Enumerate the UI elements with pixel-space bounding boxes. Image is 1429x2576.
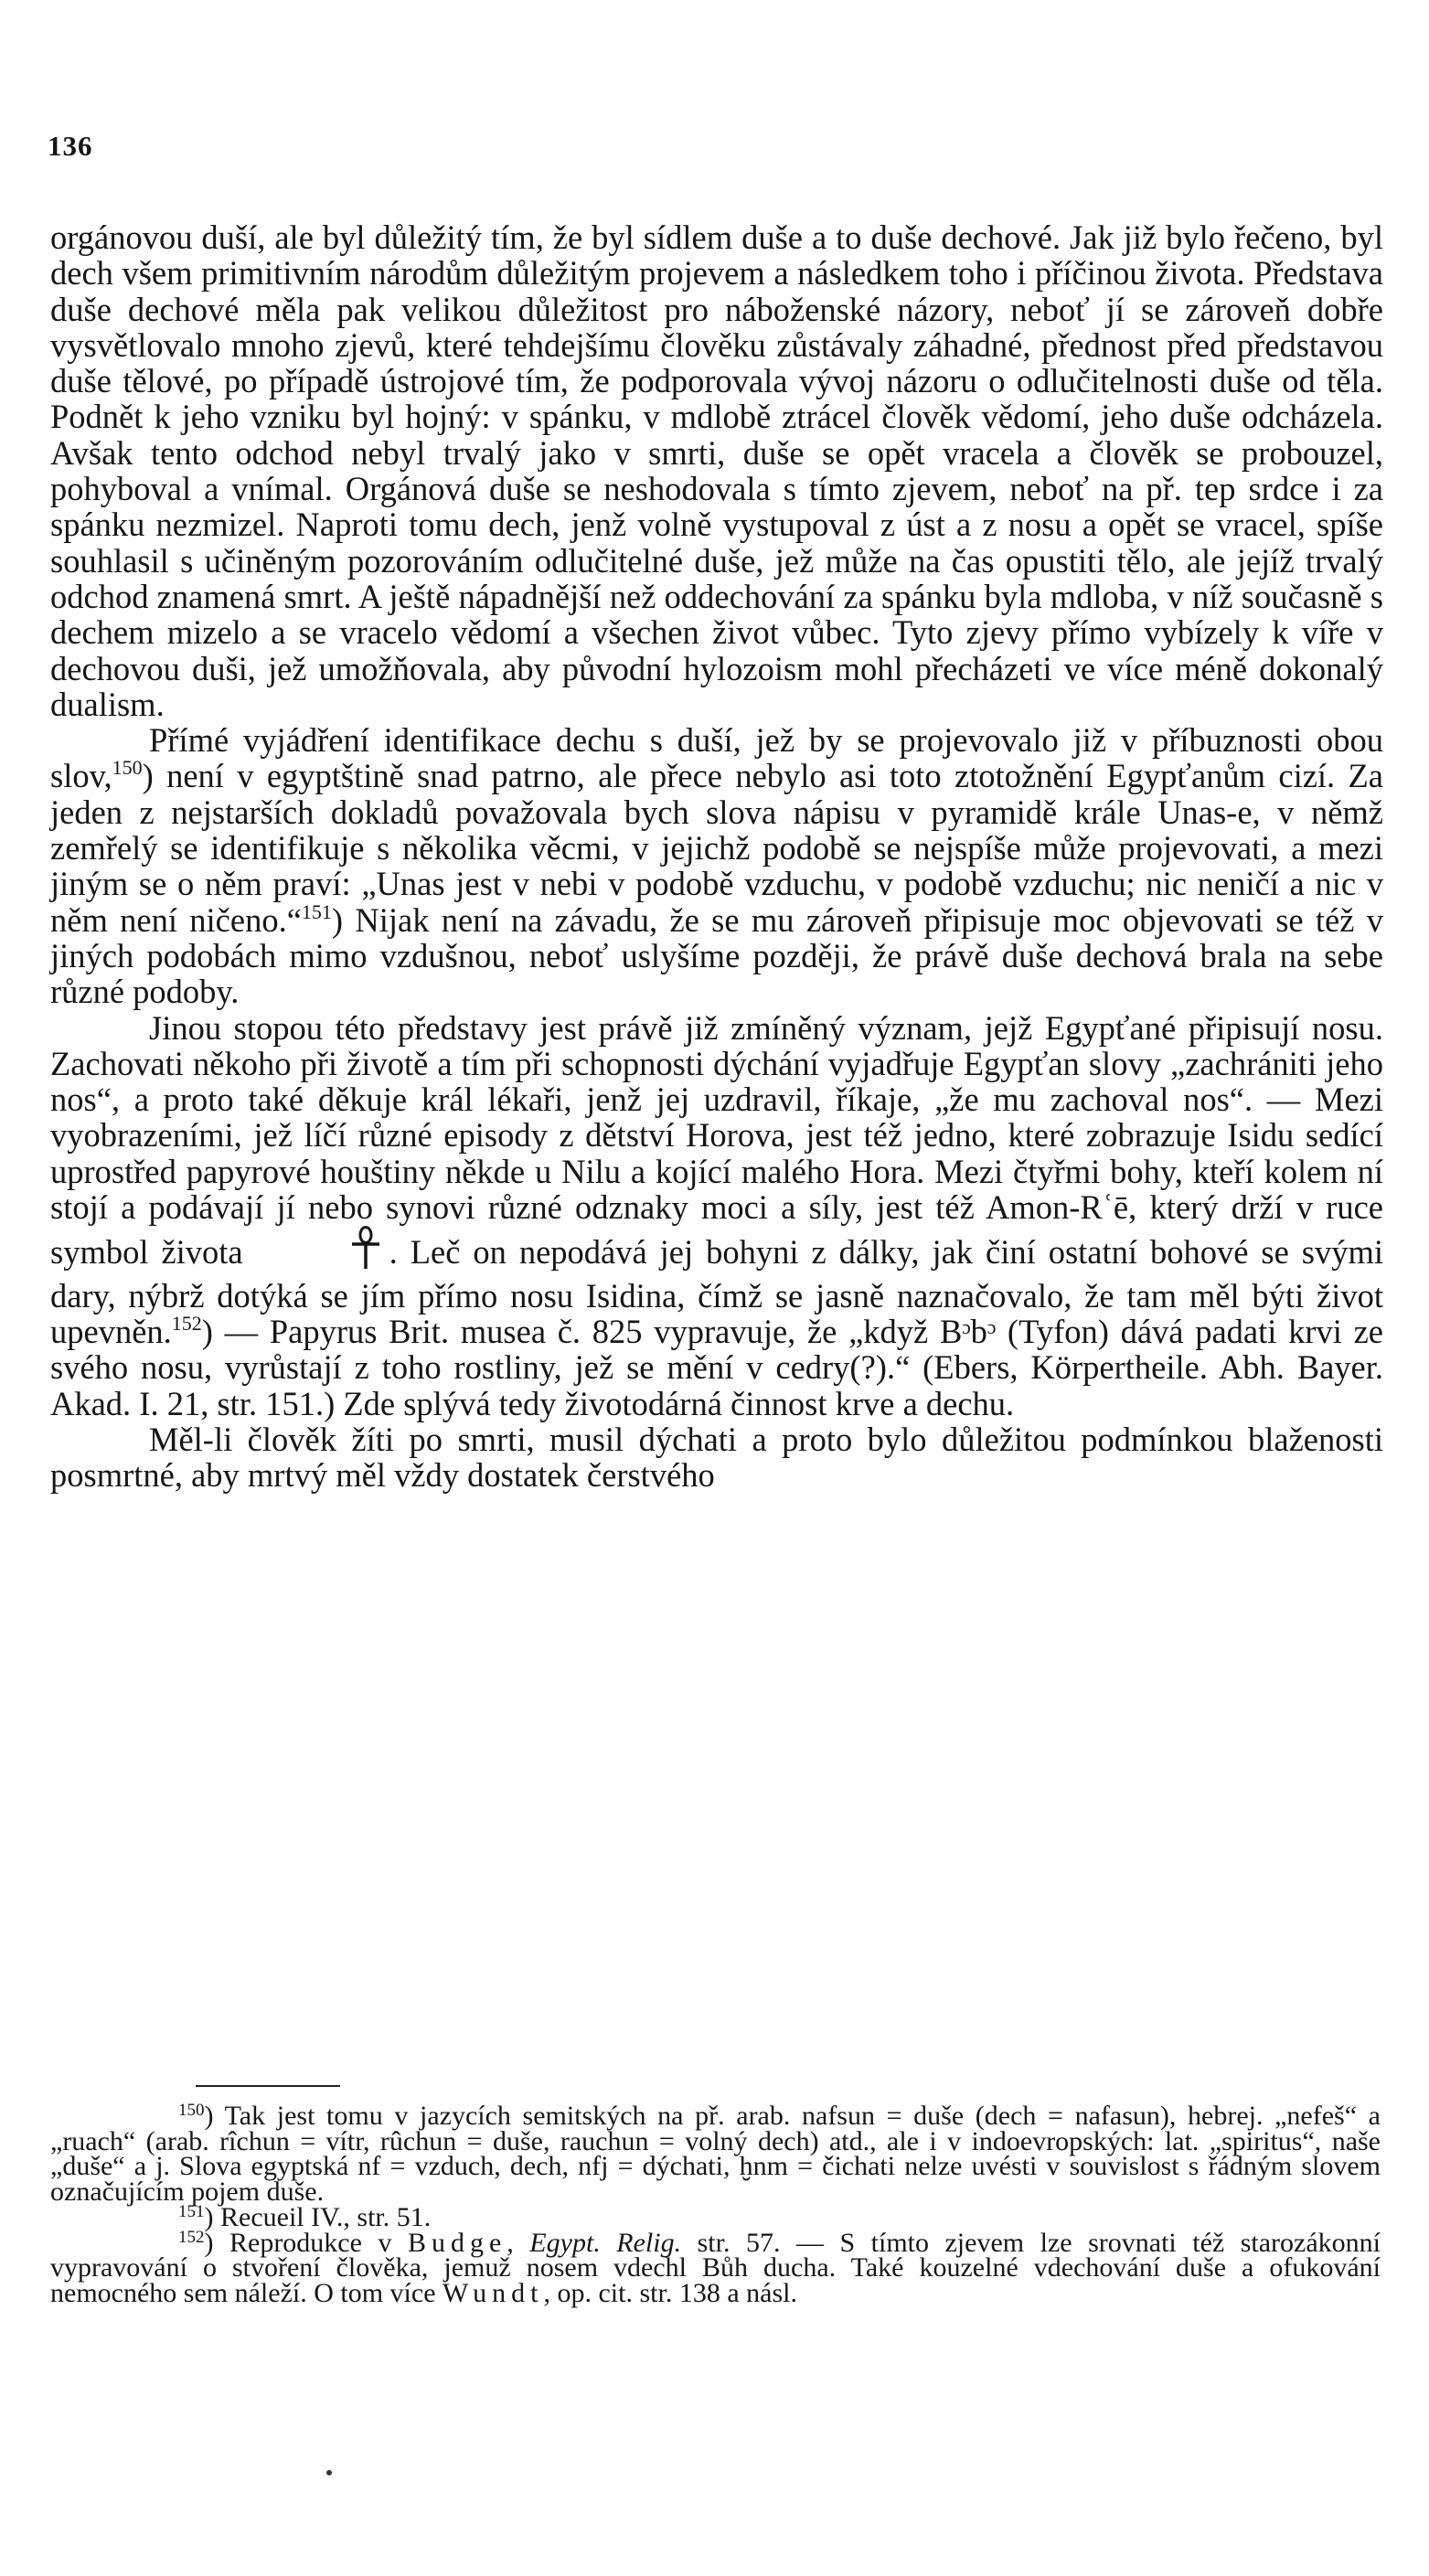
footnote-text: ) Tak jest tomu v jazycích semitských na př. arab. nafsun = duše (dech = nafasun), hebrej. „nefeš“ a „ruach“ (arab. rîchun = vítr, rûchun = duše, rauchun = volný dech) atd., ale i v indoevropských: lat. „spiritus“, naše „duše“ a j. Slova egyptská nf = vzduch, dech, nfj = dýchati, ḫnm = čichati nelze uvésti v souvislost s řádným slovem označujícím pojem duše. xyxy=(50,2101,1381,2208)
footnote-ref-152[interactable]: 152 xyxy=(171,1311,202,1335)
footnote-text: ) Recueil IV., str. 51. xyxy=(204,2201,432,2232)
text-run: ) není v egyptštině snad patrno, ale přece nebylo asi toto ztotožnění Egypťanům cizí. Za jeden z nejstarších dokladů považovala bych slova nápisu v pyramidě krále Unas-e, v němž zemřelý se identifikuje s několika věcmi, v jejichž podobě se nejspíše může projevovati, a mezi jiným se o něm praví: „Unas jest v nebi v podobě vzduchu, v podobě vzduchu; nic neničí a nic v něm není ničeno.“ xyxy=(50,757,1383,939)
footnote-divider xyxy=(196,2085,340,2087)
footnote-text: str. 57. — S tímto zjevem lze srovnati též starozákonní vypravování o stvoření člověka, jemuž nosem vdechl Bůh ducha. Také kouzelné vdechování duše a ofukování nemocného sem náleží. O tom více xyxy=(50,2227,1381,2308)
footnote-number: 152 xyxy=(178,2227,205,2247)
text-run: ) — Papyrus Brit. musea č. 825 vypravuje, že „když Bᵓbᵓ (Tyfon) dává padati krvi ze svého nosu, vyrůstají z toho rostliny, jež se mění v cedry(?).“ (Ebers, Körpertheile. Abh. Bayer. Akad. I. 21, str. 151.) Zde splývá tedy životodárná činnost krve a dechu. xyxy=(50,1312,1383,1422)
footnote-text: ) Reprodukce v xyxy=(204,2227,408,2258)
footnote-number: 151 xyxy=(178,2201,205,2221)
footnote-151 xyxy=(50,2201,1381,2232)
paragraph-identifikace xyxy=(50,722,1383,1009)
author-name: Budge xyxy=(407,2227,507,2258)
text-run: Jinou stopou této představy jest právě již zmíněný význam, jejž Egypťané připisují nosu. Zachovati někoho při životě a tím při schopnosti dýchání vyjadřuje Egypťan slovy „zachrániti jeho nos“, a proto také děkuje král lékaři, jenž jej uzdravil, říkaje, „že mu zachoval nos“. — Mezi vyobrazeními, jež líčí různé episody z dětství Horova, jest též jedno, které zobrazuje Isidu sedící uprostřed papyrové houštiny někde u Nilu a kojící malého Hora. Mezi čtyřmi bohy, kteří kolem ní stojí a podávají jí nebo synovi různé odznaky moci a síly, jest též Amon-Rʿē, který drží v ruce symbol života xyxy=(50,1008,1383,1272)
book-title: Egypt. Relig. xyxy=(529,2227,682,2258)
footnote-text: , xyxy=(507,2227,530,2258)
paragraph-dech-duse: orgánovou duší, ale byl důležitý tím, že byl sídlem duše a to duše dechové. Jak již bylo řečeno, byl dech všem primitivním národům důležitým projevem a následkem toho i příčinou života. Představa duše dechové měla pak velikou důležitost pro náboženské názory, neboť jí se zároveň dobře vysvětlovalo mnoho zjevů, které tehdejšímu člověku zůstávaly záhadné, přednost před představou duše tělové, po případě ústrojové tím, že podporovala vývoj názoru o odlučitelnosti duše od těla. Podnět k jeho vzniku byl hojný: v spánku, v mdlobě ztrácel člověk vědomí, jeho duše odcházela. Avšak tento odchod nebyl trvalý jako v smrti, duše se opět vracela a člověk se probouzel, pohyboval a vnímal. Orgánová duše se neshodovala s tímto zjevem, neboť na př. tep srdce i za spánku nezmizel. Naproti tomu dech, jenž volně vystupoval z úst a z nosu a opět se vracel, spíše souhlasil s učiněným pozorováním odlučitelné duše, jež může na čas opustiti tělo, ale jejíž trvalý odchod znamená smrt. A ještě nápadnější než oddechování za spánku byla mdloba, v níž současně s dechem mizelo a se vracelo vědomí a všechen život vůbec. Tyto zjevy přímo vybízely k víře v dechovou duši, jež umožňovala, aby původní hylozoism mohl přecházeti ve více méně dokonalý dualism. xyxy=(50,218,1383,723)
footnote-152 xyxy=(50,2227,1381,2308)
footnote-ref-151[interactable]: 151 xyxy=(301,899,332,923)
author-name: Wundt xyxy=(443,2277,544,2308)
print-speck xyxy=(326,2470,332,2475)
page-number: 136 xyxy=(48,130,93,162)
footnote-ref-150[interactable]: 150 xyxy=(112,756,143,780)
footnote-number: 150 xyxy=(178,2101,205,2120)
main-text xyxy=(50,219,1383,1493)
footnotes xyxy=(50,2103,1381,2306)
text-run: ) Nijak není na závadu, že se mu zároveň připisuje moc objevovati se též v jiných podobách mimo vzdušnou, neboť uslyšíme později, že právě duše dechová brala na sebe různé podoby. xyxy=(50,900,1383,1011)
ankh-icon xyxy=(249,1225,384,1277)
footnote-150 xyxy=(50,2101,1381,2208)
text-run: . Leč on nepodává jej bohyni z dálky, jak činí ostatní bohové se svými dary, nýbrž dotýká se jím přímo nosu Isidina, čímž se jasně naznačovalo, že tam měl býti život upevněn. xyxy=(50,1233,1383,1350)
paragraph-nos xyxy=(50,1010,1383,1421)
footnote-text: , op. cit. str. 138 a násl. xyxy=(543,2277,797,2308)
text-run: Přímé vyjádření identifikace dechu s duší, jež by se projevovalo již v příbuznosti obou slov, xyxy=(50,721,1383,795)
paragraph-dychani: Měl-li člověk žíti po smrti, musil dýchati a proto bylo důležitou podmínkou blaženosti posmrtné, aby mrtvý měl vždy dostatek čerstvého xyxy=(50,1420,1383,1495)
